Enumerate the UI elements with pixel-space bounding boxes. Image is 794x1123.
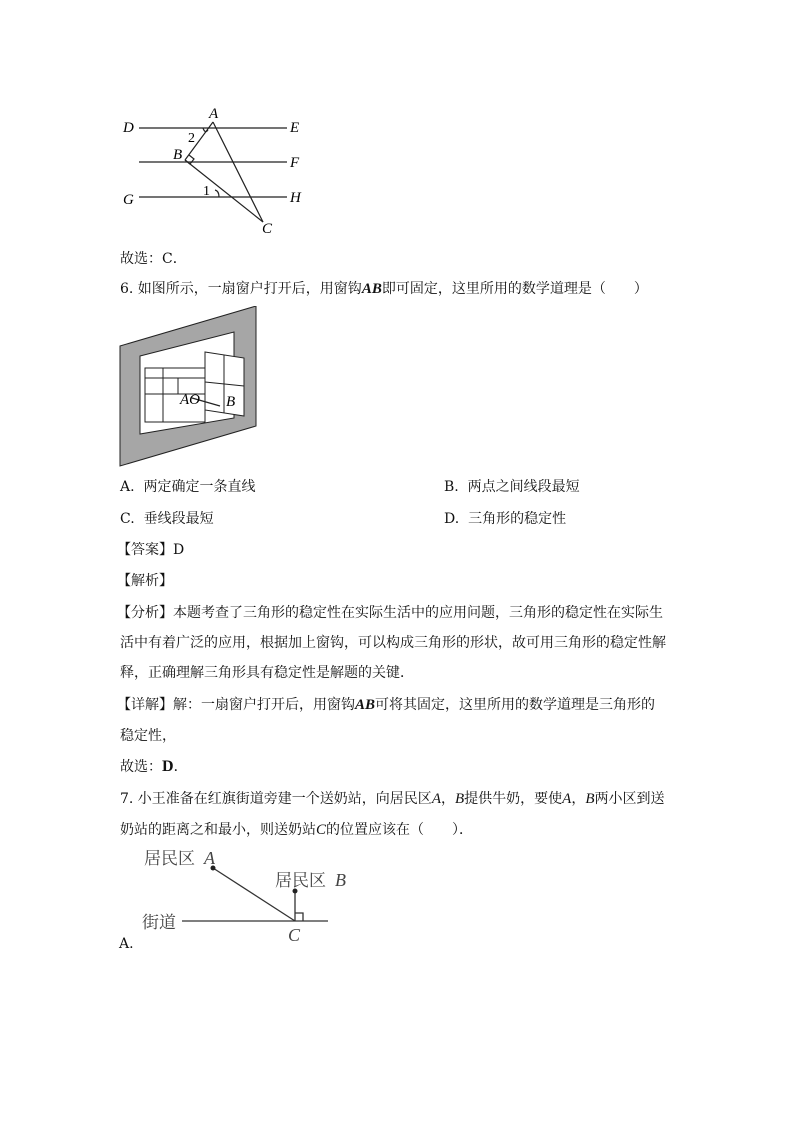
option-letter: D. (444, 511, 460, 527)
answer-value: D (173, 542, 185, 558)
q7-text: 7. 小王准备在红旗街道旁建一个送奶站，向居民区 (120, 791, 432, 807)
q6-final-answer (120, 757, 188, 777)
label-D: D (123, 120, 134, 136)
q7-var-b: B (585, 791, 595, 807)
q7-text: ， (571, 791, 586, 807)
q6-detail-line-2: 稳定性， (120, 728, 176, 744)
q7-text: 奶站的距离之和最小，则送奶站 (120, 822, 316, 838)
point-c-label: C (288, 925, 301, 942)
detail-pre: 解：一扇窗户打开后，用窗钩 (173, 697, 355, 713)
q6-option-a[interactable] (120, 477, 255, 497)
label-A: A (209, 106, 219, 122)
segment-BC (185, 160, 263, 222)
segment-AC (213, 122, 263, 222)
previous-answer: 故选：C． (120, 251, 187, 267)
q6-option-d[interactable] (444, 509, 566, 529)
q7-var-b: B (454, 791, 465, 807)
q6-detail-line-1 (117, 695, 655, 715)
detail-ab: AB (355, 697, 376, 713)
right-angle-mark (185, 155, 194, 164)
option-text: 两定确定一条直线 (143, 479, 256, 495)
q6-answer (117, 540, 184, 560)
q7-text: 提供牛奶，要使 (464, 791, 563, 807)
answer-label: 【答案】 (117, 542, 173, 558)
q6-stem-post: 即可固定，这里所用的数学道理是（ ） (381, 281, 648, 297)
q7-stem-line-1 (120, 789, 665, 809)
detail-post: 可将其固定，这里所用的数学道理是三角形的 (375, 697, 656, 713)
point-b-label: B (335, 870, 346, 890)
q7-text: 的位置应该在（ ）． (326, 822, 474, 838)
parallel-lines-figure (115, 100, 315, 240)
detail-head: 【详解】 (117, 697, 173, 713)
label-B: B (173, 147, 183, 163)
label-C: C (262, 221, 273, 237)
option-letter: C. (120, 511, 135, 527)
label-angle-2: 2 (188, 131, 195, 146)
window-label-AO: AO (180, 392, 200, 408)
q7-option-a-letter[interactable]: A. (119, 936, 134, 952)
residential-b-label: 居民区 (275, 871, 326, 890)
analysis-head: 【分析】 (117, 605, 173, 621)
q7-text: 两小区到送 (594, 791, 665, 807)
label-H: H (290, 190, 301, 206)
option-text: 两点之间线段最短 (467, 479, 580, 495)
q6-stem (120, 279, 648, 299)
label-F: F (290, 155, 300, 171)
right-angle-mark (295, 913, 303, 921)
residential-a-label: 居民区 (144, 849, 195, 868)
final-letter: D (162, 758, 174, 775)
q7-text: ， (440, 791, 455, 807)
q6-analysis-line-1 (117, 603, 663, 623)
q6-option-b[interactable] (444, 477, 580, 497)
q6-stem-ab: AB (361, 281, 382, 297)
q6-analysis-label: 【解析】 (117, 573, 173, 589)
q7-stem-line-2 (120, 820, 473, 840)
angle-1-arc (215, 190, 219, 197)
label-angle-1: 1 (203, 184, 210, 199)
q7-var-a: A (562, 791, 572, 807)
q6-option-c[interactable] (120, 509, 214, 529)
q7-var-c: C (316, 822, 327, 838)
label-G: G (123, 192, 134, 208)
window-label-B: B (226, 394, 236, 410)
q6-analysis-line-2: 活中有着广泛的应用，根据加上窗钩，可以构成三角形的形状，故可用三角形的稳定性解 (120, 635, 666, 651)
street-figure (138, 842, 368, 942)
q6-analysis-line-3: 释，正确理解三角形具有稳定性是解题的关键． (120, 665, 414, 681)
final-post: ． (173, 759, 188, 775)
analysis-text: 本题考查了三角形的稳定性在实际生活中的应用问题，三角形的稳定性在实际生 (173, 605, 663, 621)
point-a-label: A (204, 848, 215, 868)
option-letter: A. (120, 479, 135, 495)
window-figure (118, 306, 258, 468)
option-text: 垂线段最短 (143, 511, 214, 527)
final-pre: 故选： (120, 759, 162, 775)
option-letter: B. (444, 479, 459, 495)
street-label: 街道 (142, 913, 176, 932)
q7-var-a: A (431, 791, 441, 807)
label-E: E (290, 120, 300, 136)
q6-stem-pre: 6. 如图所示，一扇窗户打开后，用窗钩 (120, 281, 362, 297)
option-text: 三角形的稳定性 (468, 511, 567, 527)
